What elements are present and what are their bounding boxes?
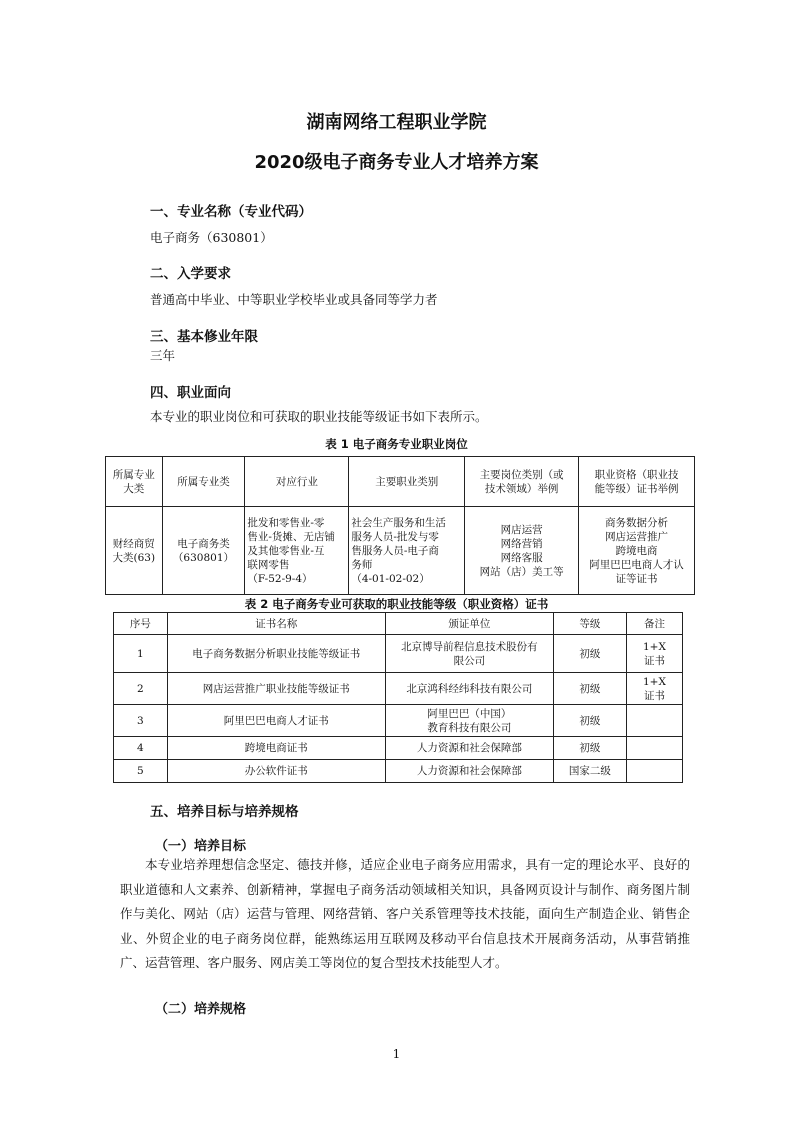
table-cell: 北京博导前程信息技术股份有 限公司: [385, 635, 553, 673]
table-cell: 电子商务数据分析职业技能等级证书: [167, 635, 385, 673]
table-cell: 北京鸿科经纬科技有限公司: [385, 673, 553, 705]
section-2-heading: 二、入学要求: [150, 266, 231, 282]
table-row: [114, 635, 683, 673]
table-cell: [626, 705, 682, 737]
table-row: [114, 705, 683, 737]
document-subtitle: 2020级电子商务专业人才培养方案: [254, 152, 539, 173]
table-cell: 1+X 证书: [626, 673, 682, 705]
section-1-text: 电子商务（630801）: [150, 230, 273, 245]
section-5-sub1: （一）培养目标: [155, 839, 247, 854]
table-row: [114, 760, 683, 783]
document-title: 湖南网络工程职业学院: [306, 112, 487, 133]
occupation-table: [105, 456, 695, 595]
table-cell: 2: [114, 673, 168, 705]
table-header-cell: 职业资格（职业技 能等级）证书举例: [579, 457, 695, 507]
table-header-cell: 等级: [553, 613, 626, 635]
table-cell: 人力资源和社会保障部: [385, 737, 553, 760]
table-cell: 初级: [553, 635, 626, 673]
table-cell: 阿里巴巴（中国） 教育科技有限公司: [385, 705, 553, 737]
section-4-text: 本专业的职业岗位和可获取的职业技能等级证书如下表所示。: [150, 409, 488, 424]
certificate-table: [113, 612, 683, 783]
table-cell: 跨境电商证书: [167, 737, 385, 760]
table-cell: 初级: [553, 673, 626, 705]
table-cell: 人力资源和社会保障部: [385, 760, 553, 783]
table-2-caption: 表 2 电子商务专业可获取的职业技能等级（职业资格）证书: [244, 597, 549, 611]
table-cell: 网店运营 网络营销 网络客服 网站（店）美工等: [465, 507, 579, 595]
section-3-text: 三年: [150, 348, 176, 363]
table-row: [114, 673, 683, 705]
section-5-sub2: （二）培养规格: [155, 1002, 247, 1017]
table-header-cell: 主要岗位类别（或 技术领域）举例: [465, 457, 579, 507]
table-cell: [626, 737, 682, 760]
table-header-cell: 序号: [114, 613, 168, 635]
table-header-cell: 备注: [626, 613, 682, 635]
section-1-heading: 一、专业名称（专业代码）: [150, 204, 312, 220]
section-2-text: 普通高中毕业、中等职业学校毕业或具备同等学力者: [150, 292, 438, 307]
table-cell: 批发和零售业-零 售业-货摊、无店铺 及其他零售业-互 联网零售 （F-52-9-4）: [245, 507, 349, 595]
table-header-cell: 所属专业类: [162, 457, 245, 507]
table-1-caption: 表 1 电子商务专业职业岗位: [325, 437, 468, 451]
table-cell: [626, 760, 682, 783]
table-cell: 4: [114, 737, 168, 760]
table-cell: 5: [114, 760, 168, 783]
table-header-cell: 证书名称: [167, 613, 385, 635]
table-cell: 财经商贸 大类(63): [106, 507, 163, 595]
table-cell: 初级: [553, 705, 626, 737]
table-cell: 网店运营推广职业技能等级证书: [167, 673, 385, 705]
table-cell: 阿里巴巴电商人才证书: [167, 705, 385, 737]
table-cell: 电子商务类 （630801）: [162, 507, 245, 595]
table-header-cell: 所属专业 大类: [106, 457, 163, 507]
section-5-heading: 五、培养目标与培养规格: [150, 804, 299, 820]
table-cell: 办公软件证书: [167, 760, 385, 783]
table-cell: 1+X 证书: [626, 635, 682, 673]
table-cell: 初级: [553, 737, 626, 760]
table-cell: 1: [114, 635, 168, 673]
table-cell: 国家二级: [553, 760, 626, 783]
section-4-heading: 四、职业面向: [150, 385, 231, 401]
table-header-cell: 对应行业: [245, 457, 349, 507]
table-cell: 商务数据分析 网店运营推广 跨境电商 阿里巴巴电商人才认 证等证书: [579, 507, 695, 595]
table-header-cell: 颁证单位: [385, 613, 553, 635]
section-5-paragraph: 本专业培养理想信念坚定、德技并修，适应企业电子商务应用需求，具有一定的理论水平、良好的职业道德和人文素养、创新精神，掌握电子商务活动领域相关知识，具备网页设计与制作、商务图片制作与美化、网站（店）运营与管理、网络营销、客户关系管理等技术技能，面向生产制造企业、销售企业、外贸企业的电子商务岗位群，能熟练运用互联网及移动平台信息技术开展商务活动，从事营销推广、运营管理、客户服务、网店美工等岗位的复合型技术技能型人才。: [120, 857, 690, 970]
page-number: 1: [392, 1047, 401, 1061]
table-cell: 社会生产服务和生活 服务人员-批发与零 售服务人员-电子商 务师 （4-01-02-02）: [349, 507, 465, 595]
table-header-cell: 主要职业类别: [349, 457, 465, 507]
table-row: [114, 737, 683, 760]
table-cell: 3: [114, 705, 168, 737]
section-3-heading: 三、基本修业年限: [150, 329, 258, 345]
